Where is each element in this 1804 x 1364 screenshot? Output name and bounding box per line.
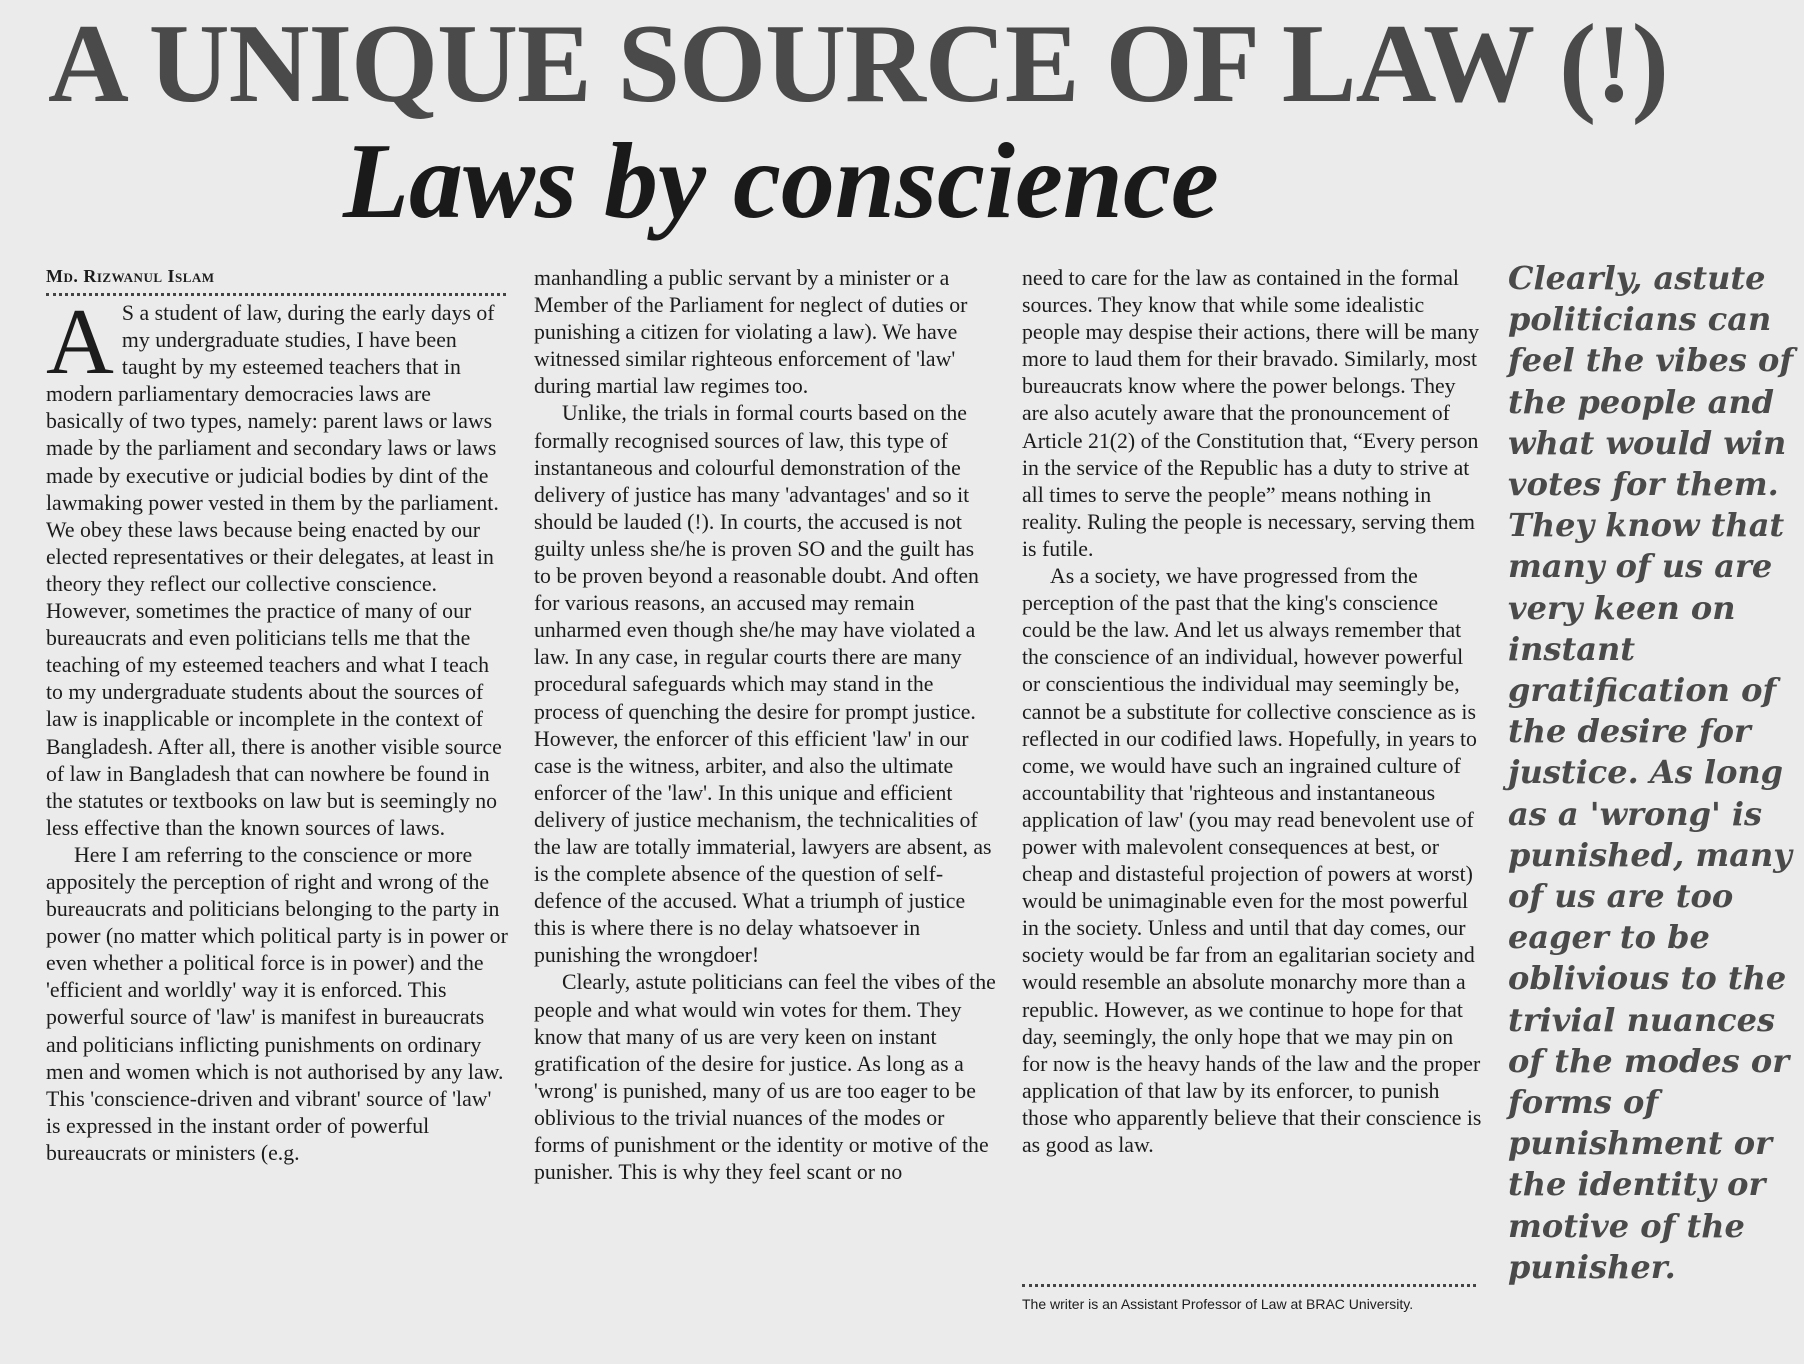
subheadline: Laws by conscience [343,122,1219,241]
pull-quote: Clearly, astute politicians can feel the vibes of the people and what would win votes for them. They know that many of us are very keen on instant gratification of the desire for justice. As long as a 'wrong' is punished, many of us are too eager to be oblivious to the trivial nuances of the modes or forms of punishment or the identity or motive of the punisher. [1508,259,1794,1286]
paragraph: need to care for the law as contained in the formal sources. They know that while some idealistic people may despise their actions, there will be many more to laud them for their bravado. Similarly, most bureaucrats know where the power belongs. They are also acutely aware that the pronouncement of Article 21(2) of the Constitution that, “Every person in the service of the Republic has a duty to strive at all times to serve the people” means nothing in reality. Ruling the people is necessary, serving them is futile. [1022,266,1479,561]
paragraph: As a society, we have progressed from the perception of the past that the king's conscience could be the law. And let us always remember that the conscience of an individual, however powerful or conscientious the individual may seemingly be, cannot be a substitute for collective conscience as is reflected in our codified laws. Hopefully, in years to come, we would have such an ingrained culture of accountability that 'righteous and instantaneous application of law' (you may read benevolent use of power with malevolent consequences at best, or cheap and distasteful projection of powers at worst) would be unimaginable even for the most powerful in the society. Unless and until that day comes, our society would be far from an egalitarian society and would resemble an absolute monarchy more than a republic. However, as we continue to hope for that day, seemingly, the only hope that we may pin on for now is the heavy hands of the law and the proper application of that law by its enforcer, to punish those who apparently believe that their conscience is as good as law. [1022,564,1482,1157]
paragraph: Here I am referring to the conscience or more appositely the perception of right and wrong of the bureaucrats and politicians belonging to the party in power (no matter which political party is in power or even whether a political force is in power) and the 'efficient and worldly' way it is enforced. This powerful source of 'law' is manifest in bureaucrats and politicians inflicting punishments on ordinary men and women which is not authorised by any law. This 'conscience-driven and vibrant' source of 'law' is expressed in the instant order of powerful bureaucrats or ministers (e.g. [46,842,508,1165]
paragraph: Unlike, the trials in formal courts based on the formally recognised sources of law, this type of instantaneous and colourful demonstration of the delivery of justice has many 'advantages' and so it should be lauded (!). In courts, the accused is not guilty unless she/he is proven SO and the guilt has to be proven beyond a reasonable doubt. And often for various reasons, an accused may remain unharmed even though she/he may have violated a law. In any case, in regular courts there are many procedural safeguards which may stand in the process of quenching the desire for prompt justice. However, the enforcer of this efficient 'law' in our case is the witness, arbiter, and also the ultimate enforcer of the 'law'. In this unique and efficient delivery of justice mechanism, the technicalities of the law are totally immaterial, lawyers are absent, as is the complete absence of the question of self-defence of the accused. What a triumph of justice this is where there is no delay whatsoever in punishing the wrongdoer! [534,401,992,968]
paragraph [46,290,508,842]
drop-cap: A [46,290,114,394]
paragraph: Clearly, astute politicians can feel the vibes of the people and what would win votes for them. They know that many of us are very keen on instant gratification of the desire for justice. As long as a 'wrong' is punished, many of us are too eager to be oblivious to the trivial nuances of the modes or forms of punishment or the identity or motive of the punisher. This is why they feel scant or no [534,970,996,1185]
article-column-1 [46,290,508,1167]
article-column-2 [534,265,996,1186]
headline: A UNIQUE SOURCE OF LAW (!) [48,2,1668,126]
paragraph-text: S a student of law, during the early days of my undergraduate studies, I have been taught by my esteemed teachers that in modern parliamentary democracies laws are basically of two types, namely: parent laws or laws made by the parliament and secondary laws or laws made by executive or judicial bodies by dint of the lawmaking power vested in them by the parliament. We obey these laws because being enacted by our elected representatives or their delegates, at least in theory they reflect our collective conscience. However, sometimes the practice of many of our bureaucrats and even politicians tells me that the teaching of my esteemed teachers and what I teach to my undergraduate students about the sources of law is inapplicable or incomplete in the context of Bangladesh. After all, there is another visible source of law in Bangladesh that can nowhere be found in the statutes or textbooks on law but is seemingly no less effective than the known sources of laws. [46,301,502,840]
author-footnote: The writer is an Assistant Professor of Law at BRAC University. [1022,1284,1476,1313]
byline: Md. Rizwanul Islam [46,266,506,296]
article-column-3 [1022,265,1484,1159]
paragraph: manhandling a public servant by a minister or a Member of the Parliament for neglect of duties or punishing a citizen for violating a law). We have witnessed similar righteous enforcement of 'law' during martial law regimes too. [534,266,968,399]
